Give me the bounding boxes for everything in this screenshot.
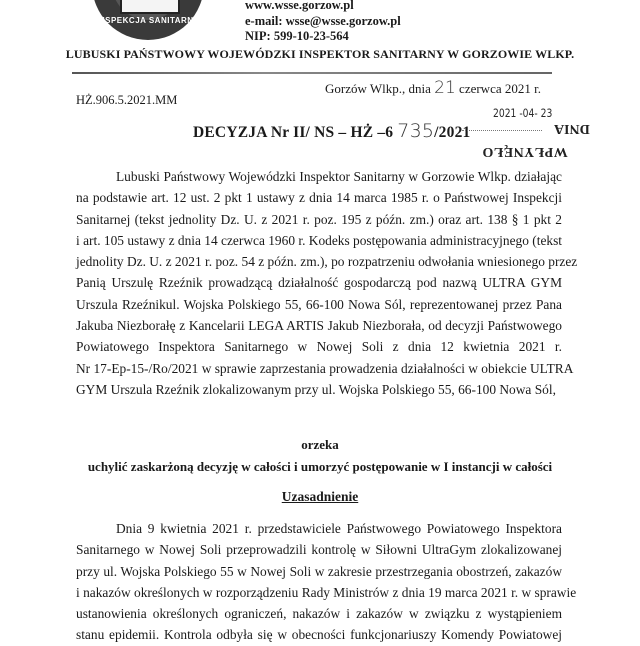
paragraph-line: ustanowienia określonych ograniczeń, nakazów i zakazów w związku z wystąpieniem bbox=[76, 606, 562, 622]
paragraph-line: na podstawie art. 12 ust. 2 pkt 1 ustawy z dnia 14 marca 1985 r. o Państwowej Inspekcji bbox=[76, 190, 562, 206]
title-suffix: /2021 bbox=[434, 124, 471, 141]
justification-heading: Uzasadnienie bbox=[281, 489, 359, 504]
handwritten-decision-number: 735 bbox=[397, 120, 435, 142]
paragraph-line: Dnia 9 kwietnia 2021 r. przedstawiciele Państwowego Powiatowego Inspektora bbox=[116, 521, 562, 536]
stamp-date: 2021 -04- 23 bbox=[493, 106, 553, 120]
ruling-text: uchylić zaskarżoną decyzję w całości i umorzyć postępowanie w I instancji w całości bbox=[87, 459, 553, 474]
paragraph-line: Sanitarnego w Nowej Soli przeprowadzili kontrolę w Siłowni UltraGym zlokalizowanej bbox=[76, 542, 562, 558]
website-link[interactable]: www.wsse.gorzow.pl bbox=[245, 0, 354, 12]
paragraph-line: Panią Urszulę Rzeźnik prowadzącą działalność gospodarczą pod nazwą ULTRA GYM bbox=[76, 275, 562, 291]
paragraph-line: Powiatowego Inspektora Sanitarnego w Nowej Soli z dnia 12 kwietnia 2021 r. bbox=[76, 339, 562, 355]
header-rule bbox=[72, 72, 552, 74]
agency-name: LUBUSKI PAŃSTWOWY WOJEWÓDZKI INSPEKTOR SANITARNY W GORZOWIE WLKP. bbox=[65, 47, 575, 61]
stamp-received: WPŁYNĘŁO bbox=[482, 144, 568, 159]
paragraph-line: stanu epidemii. Kontrola odbyła się w obecności funkcjonariuszy Komendy Powiatowej bbox=[76, 627, 562, 643]
paragraph-line: i nakazów określonych w rozporządzeniu Rady Ministrów z dnia 19 marca 2021 r. w sprawie bbox=[76, 584, 577, 600]
inspection-logo bbox=[92, 0, 204, 40]
stamp-dnia: DNIA bbox=[554, 121, 590, 136]
title-prefix: DECYZJA Nr II/ NS – HŻ –6 bbox=[193, 124, 394, 141]
paragraph-line: Jakuba Niezborałę z Kancelarii LEGA ARTIS Jakub Niezborała, od decyzji Państwowego bbox=[76, 318, 562, 334]
contact-block bbox=[245, 0, 401, 45]
paragraph-line: Sanitarnej (tekst jednolity Dz. U. z 2021 r. poz. 195 z późn. zm.) oraz art. 138 § 1 pkt 2 bbox=[76, 211, 562, 227]
nip-number: NIP: 599-10-23-564 bbox=[245, 29, 349, 43]
paragraph-line: i art. 105 ustawy z dnia 14 czerwca 1960 r. Kodeks postępowania administracyjnego (tekst bbox=[76, 232, 563, 248]
paragraph-line: Urszula Rzeźnikul. Wojska Polskiego 55, 66-100 Nowa Sól, reprezentowanej przez Pana bbox=[76, 296, 562, 312]
paragraph-line: przy ul. Wojska Polskiego 55 w Nowej Soli w zakresie przestrzegania obostrzeń, zakazów bbox=[76, 563, 562, 579]
paragraph-line: jednolity Dz. U. z 2021 r. poz. 54 z późn. zm.), po rozpatrzeniu odwołania wniesionego przez bbox=[76, 254, 578, 270]
paragraph-line: Lubuski Państwowy Wojewódzki Inspektor Sanitarny w Gorzowie Wlkp. działając bbox=[116, 169, 562, 184]
date-prefix: Gorzów Wlkp., dnia bbox=[325, 81, 431, 96]
logo-shield bbox=[120, 0, 180, 14]
paragraph-line: GYM Urszula Rzeźnik zlokalizowanym przy ul. Wojska Polskiego 55, 66-100 Nowa Sól, bbox=[76, 381, 556, 397]
date-suffix: czerwca 2021 r. bbox=[459, 81, 541, 96]
paragraph-line: Nr 17-Ep-15-/Ro/2021 w sprawie zaprzestania prowadzenia działalności w obiekcie ULTRA bbox=[76, 360, 574, 376]
decision-title bbox=[193, 120, 470, 142]
logo-text: INSPEKCJA SANITARNA bbox=[96, 16, 200, 25]
handwritten-day: 21 bbox=[434, 78, 456, 98]
justification-paragraph bbox=[76, 518, 577, 646]
legal-basis-paragraph bbox=[76, 166, 578, 400]
reference-number: HŻ.906.5.2021.MM bbox=[76, 93, 178, 107]
email-link[interactable]: e-mail: wsse@wsse.gorzow.pl bbox=[245, 13, 401, 28]
stamp-dotted-line bbox=[462, 130, 542, 131]
orzeka-heading: orzeka bbox=[301, 437, 339, 452]
date-line bbox=[325, 78, 541, 98]
